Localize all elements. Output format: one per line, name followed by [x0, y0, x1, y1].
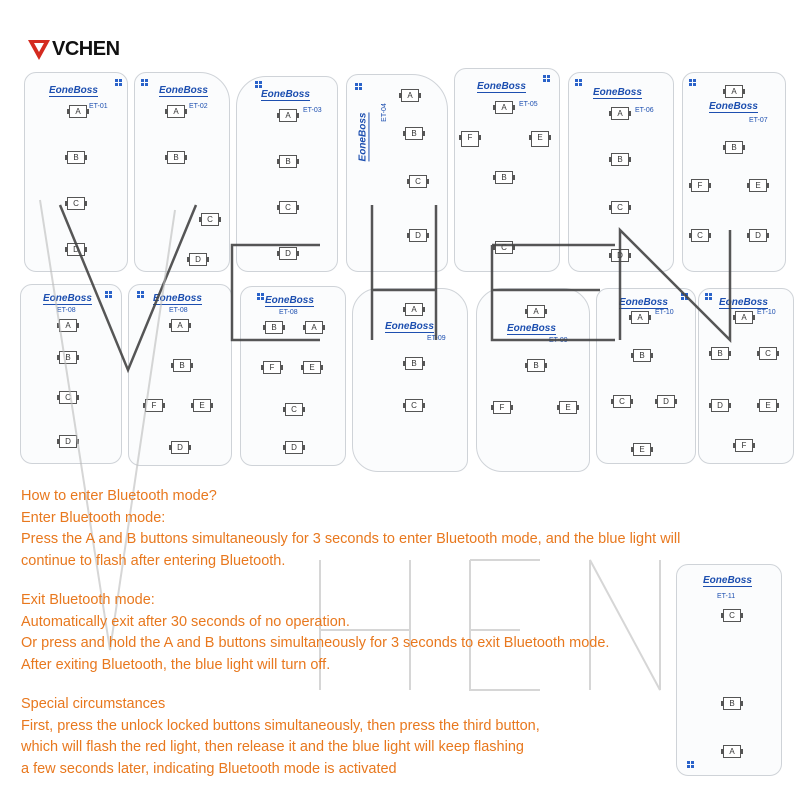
button-a: A	[723, 745, 741, 758]
panel-brand: EoneBoss	[719, 297, 768, 308]
button-c: C	[405, 399, 423, 412]
panel-brand: EoneBoss	[385, 321, 434, 332]
vchen-logo	[28, 38, 120, 61]
button-d: D	[611, 249, 629, 262]
button-a: A	[59, 319, 77, 332]
button-d: D	[711, 399, 729, 412]
button-a: A	[171, 319, 189, 332]
panel-code: ET-10	[655, 309, 674, 316]
button-e: E	[749, 179, 767, 192]
panel-et-01	[24, 72, 128, 272]
button-a: A	[305, 321, 323, 334]
logo-text: VCHEN	[52, 38, 120, 60]
grid-icon	[681, 293, 688, 300]
button-a: A	[725, 85, 743, 98]
grid-icon	[705, 293, 712, 300]
button-a: A	[279, 109, 297, 122]
button-c: C	[723, 609, 741, 622]
button-c: C	[613, 395, 631, 408]
panel-et-10-a	[596, 288, 696, 464]
panel-et-05	[454, 68, 560, 272]
button-b: B	[167, 151, 185, 164]
button-c: C	[759, 347, 777, 360]
panel-code: ET-02	[189, 103, 208, 110]
button-c: C	[611, 201, 629, 214]
grid-icon	[105, 291, 112, 298]
special-text-1: First, press the unlock locked buttons simultaneously, then press the third button,	[21, 717, 540, 734]
panel-brand: EoneBoss	[477, 81, 526, 92]
button-a: A	[69, 105, 87, 118]
button-b: B	[495, 171, 513, 184]
button-c: C	[67, 197, 85, 210]
panel-brand: EoneBoss	[43, 293, 92, 304]
button-b: B	[527, 359, 545, 372]
button-a: A	[631, 311, 649, 324]
panel-brand: EoneBoss	[357, 112, 369, 162]
panel-brand: EoneBoss	[261, 89, 310, 100]
panel-et-02	[134, 72, 230, 272]
panel-et-03	[236, 76, 338, 272]
button-f: F	[263, 361, 281, 374]
button-a: A	[495, 101, 513, 114]
button-d: D	[171, 441, 189, 454]
special-text-3: a few seconds later, indicating Bluetooth mode is activated	[21, 760, 397, 777]
button-c: C	[691, 229, 709, 242]
button-b: B	[711, 347, 729, 360]
grid-icon	[355, 83, 362, 90]
grid-icon	[575, 79, 582, 86]
panel-code: ET-04	[380, 103, 388, 122]
button-d: D	[285, 441, 303, 454]
panel-et-04	[346, 74, 448, 272]
button-b: B	[67, 151, 85, 164]
button-c: C	[59, 391, 77, 404]
panel-code: ET-09	[549, 337, 568, 344]
button-b: B	[173, 359, 191, 372]
button-e: E	[531, 131, 549, 147]
panel-brand: EoneBoss	[49, 85, 98, 96]
grid-icon	[689, 79, 696, 86]
button-f: F	[461, 131, 479, 147]
button-d: D	[279, 247, 297, 260]
button-f: F	[493, 401, 511, 414]
button-a: A	[401, 89, 419, 102]
button-e: E	[759, 399, 777, 412]
button-f: F	[735, 439, 753, 452]
button-c: C	[409, 175, 427, 188]
enter-text-2: continue to flash after entering Bluetooth.	[21, 552, 286, 569]
panel-code: ET-08	[279, 309, 298, 316]
special-text-2: which will flash the red light, then release it and the blue light will keep flashing	[21, 739, 524, 755]
panel-code: ET-08	[57, 307, 76, 314]
panel-brand: EoneBoss	[159, 85, 208, 96]
button-d: D	[657, 395, 675, 408]
special-title: Special circumstances	[21, 696, 166, 712]
panel-et-07	[682, 72, 786, 272]
button-f: F	[691, 179, 709, 192]
button-b: B	[59, 351, 77, 364]
panel-brand: EoneBoss	[703, 575, 752, 586]
button-e: E	[193, 399, 211, 412]
button-c: C	[279, 201, 297, 214]
panel-brand: EoneBoss	[619, 297, 668, 308]
button-b: B	[611, 153, 629, 166]
button-f: F	[145, 399, 163, 412]
panel-code: ET-09	[427, 335, 446, 342]
panel-code: ET-10	[757, 309, 776, 316]
panel-code: ET-03	[303, 107, 322, 114]
grid-icon	[141, 79, 148, 86]
button-d: D	[749, 229, 767, 242]
button-c: C	[495, 241, 513, 254]
button-e: E	[303, 361, 321, 374]
button-c: C	[285, 403, 303, 416]
panel-brand: EoneBoss	[507, 323, 556, 334]
panel-code: ET-08	[169, 307, 188, 314]
panel-et-09-a	[352, 288, 468, 472]
enter-title: Enter Bluetooth mode:	[21, 509, 166, 526]
button-b: B	[723, 697, 741, 710]
panel-et-08-c	[240, 286, 346, 466]
button-e: E	[559, 401, 577, 414]
button-a: A	[167, 105, 185, 118]
button-b: B	[633, 349, 651, 362]
panel-et-06	[568, 72, 674, 272]
exit-text-3: After exiting Bluetooth, the blue light will turn off.	[21, 656, 331, 673]
grid-icon	[137, 291, 144, 298]
button-e: E	[633, 443, 651, 456]
button-d: D	[67, 243, 85, 256]
button-b: B	[405, 127, 423, 140]
enter-text-1: Press the A and B buttons simultaneously for 3 seconds to enter Bluetooth mode, and the blue light will	[21, 531, 681, 547]
instructions-heading: How to enter Bluetooth mode?	[21, 488, 217, 504]
v-logo-icon	[28, 40, 50, 60]
panel-code: ET-01	[89, 103, 108, 110]
panel-brand: EoneBoss	[593, 87, 642, 98]
button-b: B	[279, 155, 297, 168]
button-b: B	[725, 141, 743, 154]
exit-text-2: Or press and hold the A and B buttons simultaneously for 3 seconds to exit Bluetooth mode.	[21, 635, 610, 651]
button-d: D	[59, 435, 77, 448]
panel-code: ET-07	[749, 117, 768, 124]
grid-icon	[543, 75, 550, 82]
panel-brand: EoneBoss	[265, 295, 314, 306]
panel-code: ET-06	[635, 107, 654, 114]
panel-et-08-a	[20, 284, 122, 464]
button-d: D	[189, 253, 207, 266]
button-b: B	[265, 321, 283, 334]
panel-brand: EoneBoss	[153, 293, 202, 304]
button-a: A	[527, 305, 545, 318]
panel-et-09-b	[476, 288, 590, 472]
panel-code: ET-11	[717, 593, 736, 600]
panel-et-10-b	[698, 288, 794, 464]
grid-icon	[115, 79, 122, 86]
panel-et-08-b	[128, 284, 232, 466]
bluetooth-instructions	[21, 486, 791, 780]
button-a: A	[735, 311, 753, 324]
exit-title: Exit Bluetooth mode:	[21, 592, 155, 608]
button-a: A	[405, 303, 423, 316]
panel-brand: EoneBoss	[709, 101, 758, 112]
grid-icon	[257, 293, 264, 300]
button-a: A	[611, 107, 629, 120]
grid-icon	[255, 81, 262, 88]
button-c: C	[201, 213, 219, 226]
exit-text-1: Automatically exit after 30 seconds of no operation.	[21, 613, 350, 630]
button-b: B	[405, 357, 423, 370]
button-d: D	[409, 229, 427, 242]
panel-code: ET-05	[519, 101, 538, 108]
